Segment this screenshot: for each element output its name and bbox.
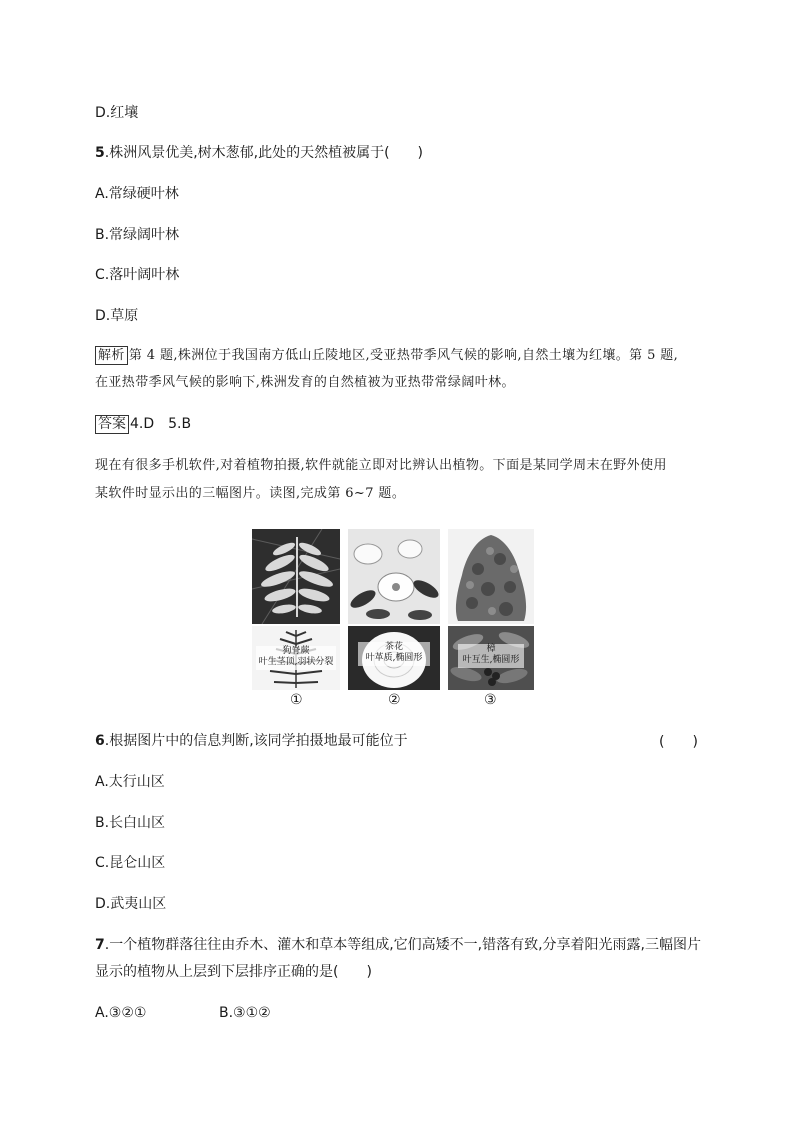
camphor-caption-name: 樟 bbox=[486, 644, 496, 654]
camphor-caption bbox=[458, 644, 524, 668]
fern-photo bbox=[252, 529, 340, 624]
q5-number: 5 bbox=[95, 145, 105, 161]
camphor-caption-desc: 叶互生,椭圆形 bbox=[462, 655, 520, 665]
camphor-tree-image bbox=[448, 529, 534, 624]
q5-option-c: C.落叶阔叶林 bbox=[95, 267, 180, 283]
q5-stem-text: .株洲风景优美,树木葱郁,此处的天然植被属于( ) bbox=[104, 145, 424, 161]
q6-stem bbox=[95, 731, 408, 751]
panel-label-2: ② bbox=[388, 692, 401, 708]
analysis-tag: 解析 bbox=[95, 346, 128, 365]
q7-option-a: A.③②① bbox=[95, 1005, 147, 1021]
q5-option-b: B.常绿阔叶林 bbox=[95, 227, 180, 243]
q7-stem-line-1 bbox=[95, 935, 701, 955]
q5-option-a: A.常绿硬叶林 bbox=[95, 186, 179, 202]
panel-label-1: ① bbox=[290, 692, 303, 708]
intro-line-2: 某软件时显示出的三幅图片。读图,完成第 6~7 题。 bbox=[95, 486, 406, 501]
camellia-flower-photo bbox=[348, 626, 440, 690]
analysis-text-1: 第 4 题,株洲位于我国南方低山丘陵地区,受亚热带季风气候的影响,自然土壤为红壤。第 5 题, bbox=[128, 348, 679, 363]
fern-caption bbox=[256, 646, 336, 670]
fern-frond-photo bbox=[252, 626, 340, 690]
analysis-line-1 bbox=[95, 346, 678, 366]
q5-stem bbox=[95, 143, 423, 163]
fern-caption-name: 狗脊蕨 bbox=[282, 646, 310, 656]
answer-line bbox=[95, 414, 191, 434]
q7-stem-line-2: 显示的植物从上层到下层排序正确的是( ) bbox=[95, 964, 372, 980]
plant-figure bbox=[252, 529, 534, 709]
q6-option-a: A.太行山区 bbox=[95, 774, 165, 790]
panel-label-3: ③ bbox=[484, 692, 497, 708]
q4-option-d: D.红壤 bbox=[95, 105, 139, 121]
camellia-caption-name: 茶花 bbox=[384, 642, 403, 652]
fern-caption-desc: 叶生茎顶,羽状分裂 bbox=[258, 657, 334, 667]
camellia-image bbox=[348, 529, 440, 624]
camellia-photo bbox=[348, 529, 440, 624]
q6-option-b: B.长白山区 bbox=[95, 815, 166, 831]
q6-answer-paren: ( ) bbox=[659, 734, 698, 750]
camellia-caption-desc: 叶革质,椭圆形 bbox=[365, 653, 423, 663]
q5-option-d: D.草原 bbox=[95, 308, 139, 324]
answer-tag: 答案 bbox=[95, 415, 129, 434]
intro-line-1: 现在有很多手机软件,对着植物拍摄,软件就能立即对比辨认出植物。下面是某同学周末在野外使用 bbox=[95, 458, 667, 473]
camphor-tree-photo bbox=[448, 529, 534, 624]
q7-stem-text-1: .一个植物群落往往由乔木、灌木和草本等组成,它们高矮不一,错落有致,分享着阳光雨露,三幅图片 bbox=[104, 937, 701, 953]
q7-number: 7 bbox=[95, 937, 105, 953]
analysis-line-2: 在亚热带季风气候的影响下,株洲发育的自然植被为亚热带常绿阔叶林。 bbox=[95, 375, 515, 390]
camphor-leaf-photo bbox=[448, 626, 534, 690]
q6-stem-text: .根据图片中的信息判断,该同学拍摄地最可能位于 bbox=[104, 733, 408, 749]
answer-text: 4.D 5.B bbox=[130, 416, 192, 432]
q7-option-b: B.③①② bbox=[219, 1005, 271, 1021]
q6-option-c: C.昆仑山区 bbox=[95, 855, 166, 871]
fern-image bbox=[252, 529, 340, 624]
camellia-caption bbox=[358, 642, 430, 666]
q6-option-d: D.武夷山区 bbox=[95, 896, 167, 912]
q6-number: 6 bbox=[95, 733, 105, 749]
